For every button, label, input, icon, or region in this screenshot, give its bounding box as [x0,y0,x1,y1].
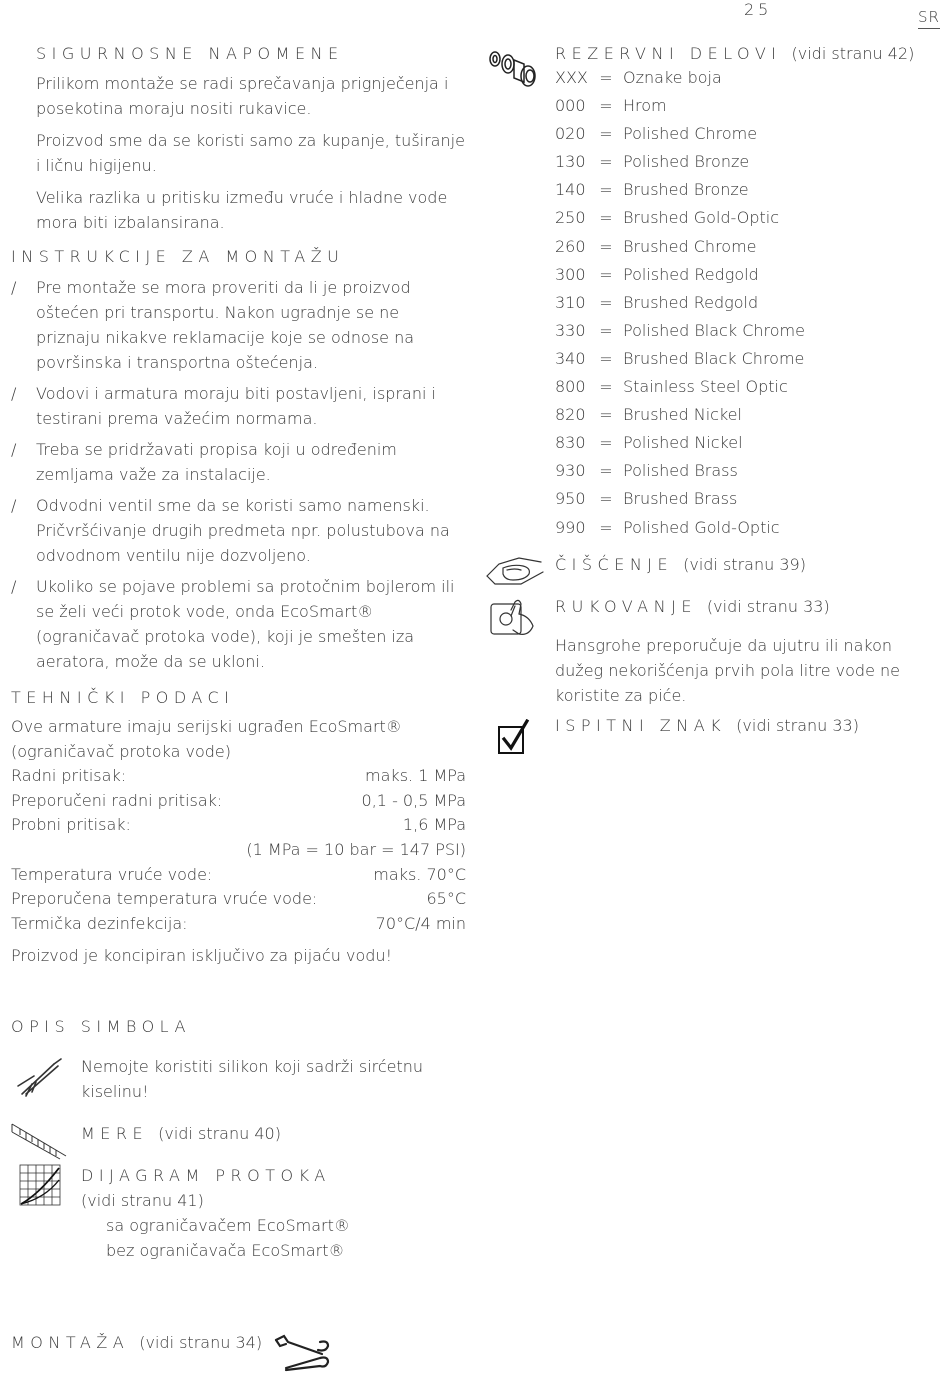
right-column [555,44,945,542]
tech-row: Preporučena temperatura vruće vode: 65°C [11,889,466,909]
equals-sign: = [599,264,613,284]
color-name: Oznake boja [623,68,722,87]
cleaning-heading: ČIŠĆENJE (vidi stranu 39) [555,555,806,574]
color-code: 800 [555,377,586,397]
installation-item: / Treba se pridržavati propisa koji u određenim zemljama važe za instalacije. [11,437,466,487]
equals-sign: = [599,236,613,256]
safety-paragraph: Velika razlika u pritisku između vruće i hladne vode mora biti izbalansirana. [36,188,448,232]
color-name: Brushed Chrome [623,236,757,256]
color-name: Stainless Steel Optic [623,377,788,397]
safety-heading: SIGURNOSNE NAPOMENE [36,44,344,63]
equals-sign: = [599,405,613,425]
color-code-row [555,176,945,204]
color-code: 260 [555,236,586,256]
spare-parts-icon [486,48,544,90]
bullet-slash: / [11,384,17,403]
left-column [11,44,466,968]
color-code-row [555,345,945,373]
technical-intro: Ove armature imaju serijski ugrađen EcoSmart® (ograničavač protoka vode) [11,717,402,761]
spare-parts-ref: (vidi stranu 42) [791,44,915,63]
safety-paragraph: Prilikom montaže se radi sprečavanja prignječenja i posekotina moraju nositi rukavice. [36,74,449,118]
color-code-row [555,64,945,92]
color-code-row [555,373,945,401]
dimensions-ref: (vidi stranu 40) [158,1124,281,1143]
drinking-water-note: Proizvod je koncipiran isključivo za pijaću vodu! [11,946,392,966]
handling-heading: RUKOVANJE (vidi stranu 33) [555,597,830,616]
spare-parts-heading: REZERVNI DELOVI (vidi stranu 42) [555,44,915,63]
color-code-row [555,261,945,289]
equals-sign: = [599,433,613,453]
bullet-slash: / [11,440,17,459]
equals-sign: = [599,320,613,340]
flow-diagram-icon [19,1164,61,1206]
color-code: 950 [555,489,586,509]
equals-sign: = [599,208,613,228]
equals-sign: = [599,180,613,200]
color-name: Hrom [623,96,667,116]
color-name: Polished Nickel [623,433,743,453]
pressure-conversion: (1 MPa = 10 bar = 147 PSI) [246,839,466,859]
equals-sign: = [599,68,613,87]
color-code-row [555,148,945,176]
color-code-list [555,64,945,542]
tech-row: Probni pritisak: 1,6 MPa [11,815,466,835]
dimensions-heading: MERE (vidi stranu 40) [81,1124,281,1143]
color-code: 830 [555,433,586,453]
mounting-ref: (vidi stranu 34) [139,1333,263,1352]
equals-sign: = [599,96,613,116]
installation-item: / Ukoliko se pojave problemi sa protočnim bojlerom ili se želi veći protok vode, onda EcoSmart® (ograničavač protoka vode), koji je smešten iza aeratora, može da se ukloni. [11,574,466,674]
color-name: Brushed Bronze [623,180,749,200]
color-name: Brushed Nickel [623,405,742,425]
equals-sign: = [599,124,613,144]
test-mark-heading: ISPITNI ZNAK (vidi stranu 33) [555,716,859,735]
equals-sign: = [599,152,613,172]
color-code: 310 [555,292,586,312]
color-name: Polished Bronze [623,152,750,172]
color-name: Brushed Black Chrome [623,348,805,368]
page-number: 25 [744,0,773,19]
flow-without-limiter: bez ograničavača EcoSmart® [106,1241,345,1260]
color-name: Polished Gold-Optic [623,517,780,537]
color-code: 930 [555,461,586,481]
color-name: Polished Chrome [623,124,758,144]
color-code: 020 [555,124,586,144]
checkbox-icon [497,719,531,757]
tech-row: Temperatura vruće vode: maks. 70°C [11,864,466,884]
silicone-gun-icon [14,1056,64,1098]
color-code-row [555,429,945,457]
equals-sign: = [599,377,613,397]
color-code-row [555,289,945,317]
color-code-row [555,204,945,232]
handling-text: Hansgrohe preporučuje da ujutru ili nakon dužeg nekorišćenja prvih pola litre vode ne koristite za piće. [555,636,900,705]
color-code-row [555,514,945,542]
color-code-row [555,457,945,485]
safety-paragraph: Proizvod sme da se koristi samo za kupanje, tuširanje i ličnu higijenu. [36,131,465,175]
equals-sign: = [599,489,613,509]
bullet-slash: / [11,278,17,297]
tech-row: Termička dezinfekcija: 70°C/4 min [11,913,466,933]
symbols-heading: OPIS SIMBOLA [11,1017,191,1036]
cleaning-hand-icon [485,552,545,590]
equals-sign: = [599,292,613,312]
color-code-row [555,317,945,345]
test-mark-ref: (vidi stranu 33) [736,716,859,735]
installation-item: / Pre montaže se mora proveriti da li je proizvod oštećen pri transportu. Nakon ugradnje se ne priznaju nikakve reklamacije koje se odnose na površinska i transportna oštećenja. [11,275,466,375]
color-name: Polished Brass [623,461,738,481]
color-code: 820 [555,405,586,425]
color-code-row [555,401,945,429]
color-code-row [555,485,945,513]
cleaning-ref: (vidi stranu 39) [683,555,806,574]
tech-row: Preporučeni radni pritisak: 0,1 - 0,5 MPa [11,790,466,810]
bullet-slash: / [11,577,17,596]
equals-sign: = [599,461,613,481]
bullet-slash: / [11,496,17,515]
color-code: 340 [555,348,586,368]
wrench-icon [272,1332,332,1374]
color-name: Brushed Brass [623,489,738,509]
color-code: 000 [555,96,586,116]
technical-heading: TEHNIČKI PODACI [11,688,235,707]
silicone-warning: Nemojte koristiti silikon koji sadrži sirćetnu kiselinu! [81,1057,424,1101]
installation-item: / Vodovi i armatura moraju biti postavljeni, isprani i testirani prema važećim normama. [11,381,466,431]
handling-hand-icon [489,596,539,638]
ruler-icon [10,1122,68,1160]
color-code: 250 [555,208,586,228]
tech-row: Radni pritisak: maks. 1 MPa [11,766,466,786]
color-name: Brushed Gold-Optic [623,208,780,228]
color-code-row [555,233,945,261]
language-tag: SR [918,8,940,29]
handling-ref: (vidi stranu 33) [706,597,830,616]
color-name: Brushed Redgold [623,292,759,312]
color-code-row [555,92,945,120]
flow-heading: DIJAGRAM PROTOKA [81,1166,331,1185]
color-name: Polished Redgold [623,264,759,284]
flow-with-limiter: sa ograničavačem EcoSmart® [106,1216,350,1235]
mounting-heading: MONTAŽA (vidi stranu 34) [11,1333,263,1352]
installation-item: / Odvodni ventil sme da se koristi samo namenski. Pričvršćivanje drugih predmeta npr. polustubova na odvodnom ventilu nije dozvoljeno. [11,493,466,568]
color-code: 130 [555,152,586,172]
color-code: 330 [555,320,586,340]
color-code: XXX [555,68,588,87]
color-code: 990 [555,517,586,537]
installation-heading: INSTRUKCIJE ZA MONTAŽU [11,247,345,266]
color-code: 140 [555,180,586,200]
color-code-row [555,120,945,148]
flow-ref: (vidi stranu 41) [81,1191,204,1210]
equals-sign: = [599,348,613,368]
equals-sign: = [599,517,613,537]
color-name: Polished Black Chrome [623,320,805,340]
color-code: 300 [555,264,586,284]
